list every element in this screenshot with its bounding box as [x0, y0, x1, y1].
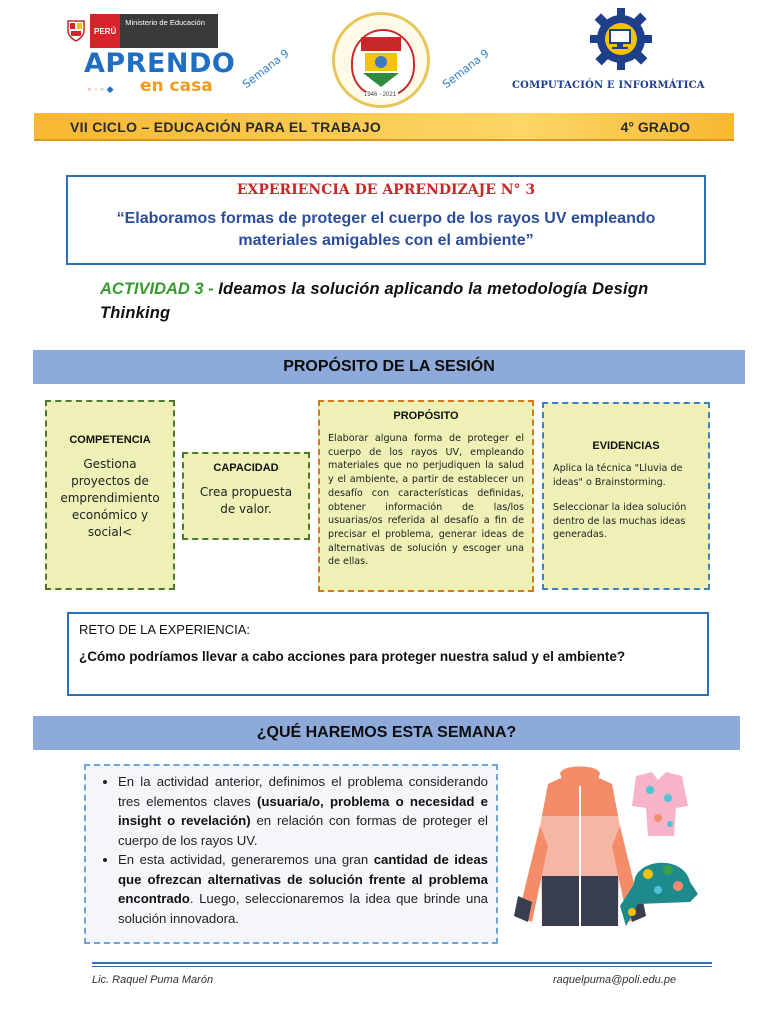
capacidad-title: CAPACIDAD	[213, 462, 279, 474]
experience-box	[66, 175, 706, 265]
footer-divider	[92, 962, 712, 964]
footer-author: Lic. Raquel Puma Marón	[92, 974, 214, 986]
department-label: COMPUTACIÓN E INFORMÁTICA	[512, 80, 705, 91]
reto-question: ¿Cómo podríamos llevar a cabo acciones para proteger nuestra salud y el ambiente?	[79, 649, 626, 664]
activity-prefix: ACTIVIDAD 3 -	[100, 280, 219, 298]
bullet-2-bold: cantidad de ideas que ofrezcan alternativas de solución frente al problema encontrado	[118, 852, 488, 906]
footer-email: raquelpuma@poli.edu.pe	[553, 974, 677, 986]
bullet-2-text: En esta actividad, generaremos una gran	[118, 852, 374, 867]
grade-label: 4° GRADO	[620, 119, 690, 135]
bullet-1-bold: (usuaria/o, problema o necesidad e insight o revelación)	[118, 793, 489, 828]
logo-main-text: APRENDO	[84, 48, 236, 79]
week-plan-box	[84, 764, 498, 944]
bullet-2-end: . Luego, seleccionaremos la idea que brinde una solución innovadora.	[118, 891, 488, 926]
emblem-years: 1946 - 2021	[364, 92, 397, 98]
section-purpose-bar: PROPÓSITO DE LA SESIÓN	[33, 350, 745, 384]
list-item	[118, 850, 488, 928]
proposito-title: PROPÓSITO	[393, 410, 459, 422]
ministry-label: Ministerio de Educación	[120, 14, 218, 48]
school-emblem	[332, 12, 430, 108]
activity-text: Ideamos la solución aplicando la metodología Design Thinking	[100, 280, 649, 322]
evidencias-item-2: Seleccionar la idea solución dentro de las muchas ideas generadas.	[553, 502, 687, 540]
reto-box	[67, 612, 709, 696]
competencia-card	[45, 400, 175, 590]
peru-ministry-bar	[62, 14, 218, 48]
proposito-body: Elaborar alguna forma de proteger el cuerpo de los rayos UV, empleando materiales que no perjudiquen la salud y el ambiente, a partir de establecer un desafío con características definidas, obtener información de las/los usuarias/os referida al desafío a fin de precisar el problema, generar ideas de alternativas de solución y escoger una de ellas.	[328, 433, 524, 568]
reto-title: RETO DE LA EXPERIENCIA:	[79, 622, 250, 637]
swimsuit-icon	[632, 772, 688, 836]
bullet-1-end: en relación con formas de proteger el cuerpo de los rayos UV.	[118, 813, 488, 848]
capacidad-card	[182, 452, 310, 540]
bullet-1-text: En la actividad anterior, definimos el problema considerando tres elementos claves	[118, 774, 488, 809]
uv-protective-clothing-image	[508, 766, 708, 942]
week-label-left: Semana 9	[239, 46, 292, 91]
evidencias-card	[542, 402, 710, 590]
peru-label: PERÚ	[90, 14, 120, 48]
section-week-bar: ¿QUÉ HAREMOS ESTA SEMANA?	[33, 716, 740, 750]
cycle-label: VII CICLO – EDUCACIÓN PARA EL TRABAJO	[70, 119, 382, 135]
computer-gear-icon	[588, 6, 654, 72]
capacidad-body: Crea propuesta de valor.	[199, 485, 293, 516]
evidencias-title: EVIDENCIAS	[592, 440, 660, 452]
logo-sub-text: en casa	[140, 76, 213, 96]
grade-bar	[34, 113, 734, 141]
competencia-body: Gestiona proyectos de emprendimiento económico y social<	[60, 457, 160, 539]
evidencias-item-1: Aplica la técnica "Lluvia de ideas" o Brainstorming.	[553, 463, 683, 488]
experience-subtitle: “Elaboramos formas de proteger el cuerpo de los rayos UV empleando materiales amigables con el ambiente”	[116, 210, 656, 249]
list-item	[118, 772, 488, 850]
footer-divider-thin	[92, 966, 712, 967]
aprendo-en-casa-logo	[62, 14, 236, 102]
experience-title: EXPERIENCIA DE APRENDIZAJE N° 3	[236, 182, 536, 198]
emblem-shield-icon	[351, 29, 415, 97]
activity-heading	[100, 277, 680, 325]
peru-shield-icon	[62, 14, 90, 48]
proposito-card	[318, 400, 534, 592]
week-label-right: Semana 9	[439, 46, 492, 91]
logo-dots-icon: ▫◦▫◆	[88, 84, 117, 94]
week-plan-list	[90, 772, 488, 928]
competencia-title: COMPETENCIA	[69, 434, 151, 446]
